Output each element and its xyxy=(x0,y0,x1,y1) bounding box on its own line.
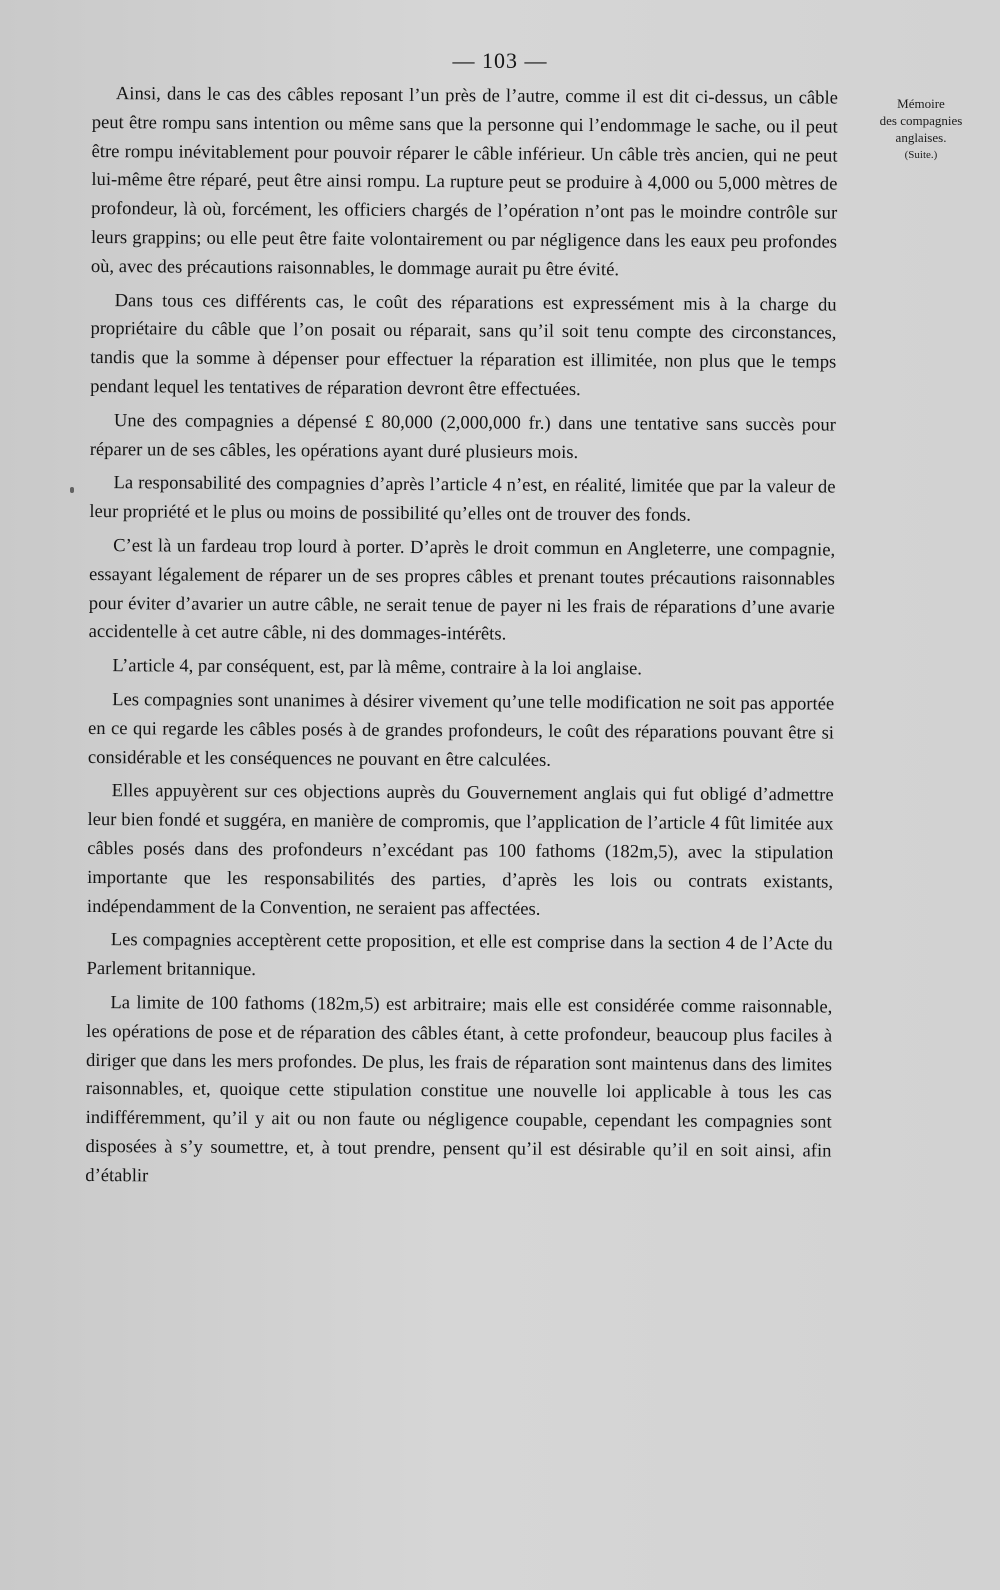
paragraph: L’article 4, par conséquent, est, par là même, contraire à la loi anglaise. xyxy=(112,655,643,680)
paragraph: Une des compagnies a dépensé £ 80,000 (2,000,000 fr.) dans une tentative sans succès pour réparer un de ses câbles, les opérations ayant duré plusieurs mois. xyxy=(89,409,836,463)
paragraph: La limite de 100 fathoms (182m,5) est arbitraire; mais elle est considérée comme raisonnable, les opérations de pose et de réparation des câbles étant, à cette profondeur, beaucoup plus faciles à diriger que dans les mers profondes. De plus, les frais de réparation sont maintenus dans des limites raisonnables, et, quoique cette stipulation constitue une nouvelle loi applicable à tous les cas indifféremment, qu’il y ait ou non faute ou négligence coupable, cependant les compagnies sont disposées à s’y soumettre, et, à tout prendre, pensent qu’il est désirable qu’il en soit ainsi, afin d’établir xyxy=(85,992,833,1187)
paragraph: Ainsi, dans le cas des câbles reposant l’un près de l’autre, comme il est dit ci-dessus, un câble peut être rompu sans intention ou même sans que la personne qui l’endommage le sache, ou il peut être rompu inévitablement pour pouvoir réparer le câble inférieur. Un câble très ancien, qui ne peut lui-même être réparé, peut être ainsi rompu. La rupture peut se produire à 4,000 ou 5,000 mètres de profondeur, là où, forcément, les officiers chargés de l’opération n’ont pas le moindre contrôle sur leurs grappins; ou elle peut être faite volontairement ou par négligence dans les eaux peu profondes où, avec des précautions raisonnables, le dommage aurait pu être évité. xyxy=(90,83,838,281)
paragraph: Les compagnies acceptèrent cette proposition, et elle est comprise dans la section 4 de l’Acte du Parlement britannique. xyxy=(86,929,833,981)
paragraph: Elles appuyèrent sur ces objections auprès du Gouvernement anglais qui fut obligé d’admettre leur bien fondé et suggéra, en manière de compromis, que l’application de l’article 4 fût limitée aux câbles posés dans des profondeurs n’excédant pas 100 fathoms (182m,5), avec la stipulation importante que les responsabilités des parties, d’après les lois ou contrats existants, indépendamment de la Convention, ne seraient pas affectées. xyxy=(86,780,834,920)
paragraph: C’est là un fardeau trop lourd à porter. D’après le droit commun en Angleterre, une compagnie, essayant légalement de réparer un de ses propres câbles et prenant toutes précautions raisonnables pour éviter d’avarier un autre câble, ne serait tenue de payer ni les frais de réparations d’une avarie accidentelle à cet autre câble, ni des dommages-intérêts. xyxy=(88,535,836,645)
margin-note-line: Mémoire xyxy=(897,96,945,111)
paragraph: Les compagnies sont unanimes à désirer vivement qu’une telle modification ne soit pas apportée en ce qui regarde les câbles posés à de grandes profondeurs, le coût des réparations pouvant être si considérable et les conséquences ne pouvant en être calculées. xyxy=(87,689,835,771)
body-text xyxy=(85,80,838,1200)
ink-smudge xyxy=(70,487,74,493)
margin-note xyxy=(860,95,982,164)
page-number: — 103 — xyxy=(452,48,548,73)
paragraph: La responsabilité des compagnies d’après l’article 4 n’est, en réalité, limitée que par la valeur de leur propriété et le plus ou moins de possibilité qu’elles ont de trouver des fonds. xyxy=(89,472,836,526)
paragraph: Dans tous ces différents cas, le coût des réparations est expressément mis à la charge du propriétaire du câble que l’on posait ou réparait, sans qu’il soit tenu compte des circonstances, tandis que la somme à dépenser pour effectuer la réparation est illimitée, non plus que le temps pendant lequel les tentatives de réparation devront être effectuées. xyxy=(90,289,837,400)
margin-note-suite: (Suite.) xyxy=(904,149,938,161)
margin-note-line: des compagnies xyxy=(879,113,963,128)
margin-note-line: anglaises. xyxy=(895,130,947,145)
